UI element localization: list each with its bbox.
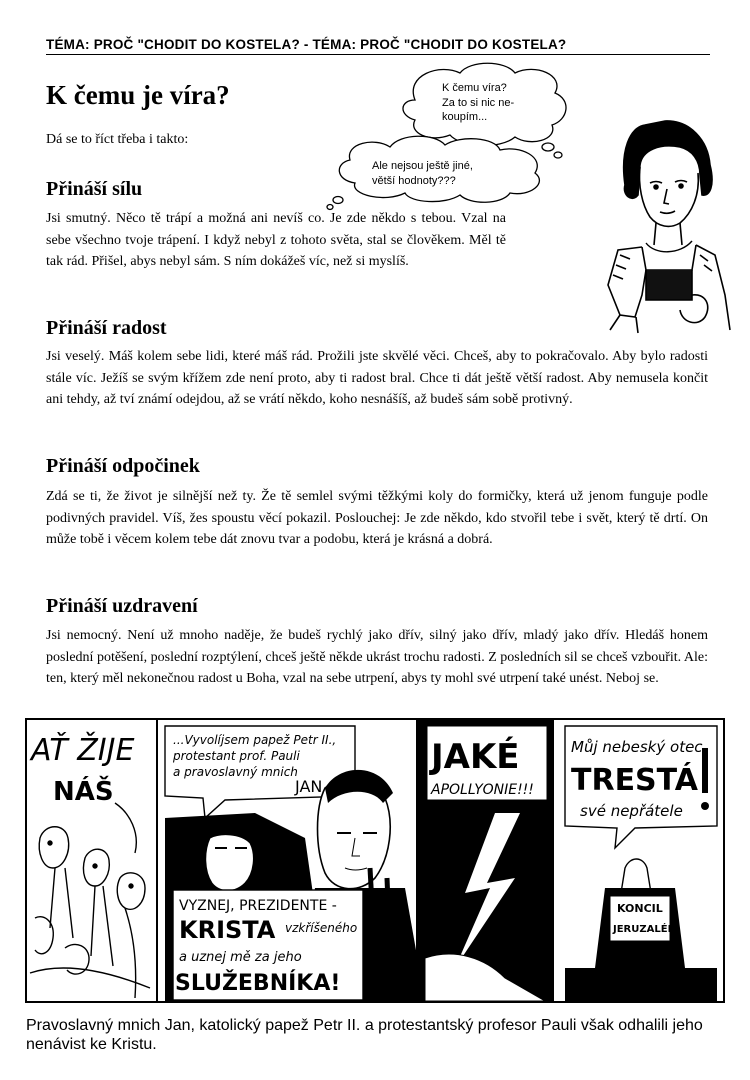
bubble-top-line: koupím... [442, 111, 488, 123]
comic-text: SLUŽEBNÍKA! [175, 971, 341, 996]
section-heading-strength: Přináší sílu [46, 178, 143, 200]
bubble-top-line: K čemu víra? [442, 82, 507, 94]
comic-caption: Pravoslavný mnich Jan, katolický papež Petr II. a protestantský profesor Pauli však odhalili jeho nenávist ke Kristu. [26, 1017, 703, 1053]
comic-text: VYZNEJ, PREZIDENTE - [179, 898, 337, 914]
comic-text: JAN [295, 777, 323, 796]
section-text-healing: Jsi nemocný. Není už mnoho naděje, že budeš rychlý jako dřív, silný jako dřív, mladý jako dřív. Hledáš honem poslední potěšení, poslední rozptýlení, chceš ještě někde ukrást trochu radosti. Z posledních sil se chceš vzbouřit. Ale: ten, který měl nekonečnou radost u Boha, vzal na sebe utrpení, abys ty mohl své utrpení také unést. Neboj se. [46, 628, 708, 686]
comic-text: své nepřátele [580, 802, 683, 820]
bubble-top-text [442, 81, 514, 125]
comic-text: TRESTÁ [571, 763, 699, 798]
bubble-bottom-line: Ale nejsou ještě jiné, [372, 160, 473, 172]
page-title: K čemu je víra? [46, 80, 230, 110]
comic-text: AŤ ŽIJE [31, 733, 135, 768]
page-header: TÉMA: PROČ "CHODIT DO KOSTELA? - TÉMA: PROČ "CHODIT DO KOSTELA? [46, 37, 710, 55]
comic-text: NÁŠ [53, 777, 114, 807]
section-heading-healing: Přináší uzdravení [46, 595, 198, 617]
comic-text: KONCIL [617, 902, 663, 915]
comic-text: Můj nebeský otec [571, 738, 703, 756]
comic-text: a uznej mě za jeho [179, 950, 302, 965]
comic-strip [25, 718, 725, 1003]
comic-text: vzkříšeného [285, 921, 358, 935]
comic-text: JAKÉ [431, 737, 520, 777]
comic-text: JERUZALÉM [613, 924, 678, 935]
comic-text: KRISTA [179, 916, 276, 944]
section-text-strength: Jsi smutný. Něco tě trápí a možná ani nevíš co. Je zde někdo s tebou. Vzal na sebe všechno tvoje trápení. I když nebyl z tohoto světa, stal se člověkem. Měl tě tak rád. Přišel, abys nebyl sám. S ním dokážeš víc, než si myslíš. [46, 211, 506, 269]
comic-panel-lightning [418, 720, 553, 1001]
intro-text: Dá se to říct třeba i takto: [46, 132, 189, 147]
comic-text: a pravoslavný mnich [173, 765, 298, 779]
section-text-joy: Jsi veselý. Máš kolem sebe lidi, které máš rád. Prožili jste skvělé věci. Chceš, aby to pokračovalo. Aby bylo radosti stále víc. Ježíš se svým křížem zde není proto, aby ti radost bral. Chce ti dát ještě větší radost. Aby nemusela končit ani tehdy, až tví známí odejdou, až se vrátí někdo, koho nesnášíš, až budeš sám sobě protivný. [46, 349, 708, 407]
comic-text: APOLLYONIE!!! [431, 782, 534, 798]
comic-text: protestant prof. Pauli [173, 749, 300, 763]
bubble-bottom-line: větší hodnoty??? [372, 174, 456, 187]
bubble-bottom-text [372, 159, 473, 188]
comic-text: ...Vyvolíjsem papež Petr II., [173, 733, 337, 747]
section-heading-rest: Přináší odpočinek [46, 455, 200, 477]
bubble-top-line: Za to si nic ne- [442, 96, 515, 109]
section-text-rest: Zdá se ti, že život je silnější než ty. Že tě semlel svými těžkými koly do formičky, která už jenom funguje podle podivných pravidel. Víš, žes spoustu věcí pokazil. Poslouchej: Je zde někdo, kdo stvořil tebe i svět, který tě drtí. On může tobě i věcem kolem tebe dát znovu tvar a podobu, která je krásná a dobrá. [46, 489, 708, 547]
woman-figure [608, 121, 730, 333]
woman-illustration [320, 55, 740, 335]
section-heading-joy: Přináší radost [46, 317, 167, 339]
